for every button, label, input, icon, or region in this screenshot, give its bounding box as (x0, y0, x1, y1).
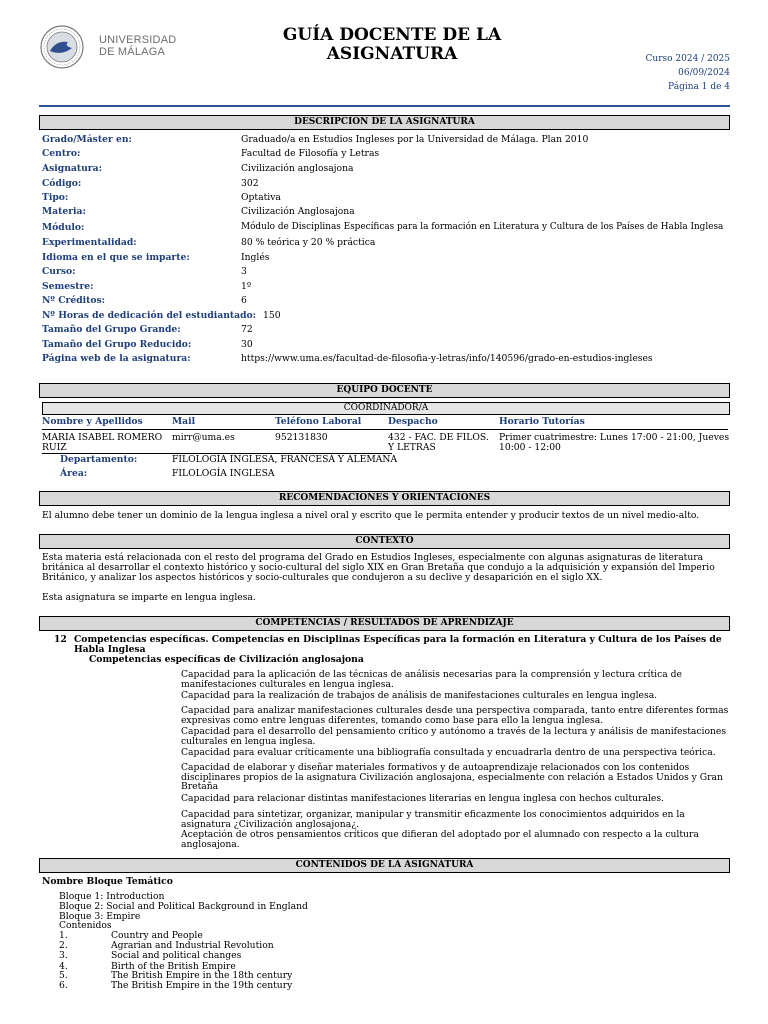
contenido-number: 1. (59, 930, 68, 941)
university-seal-logo (38, 24, 90, 70)
field-label: Nº Créditos: (42, 295, 106, 306)
competencia-item: Capacidad para sintetizar, organizar, manipular y transmitir eficazmente los conocimientos adquiridos en la asignatura ¿Civilización anglosajona¿. (181, 809, 685, 830)
contenido-number: 3. (59, 950, 68, 961)
section-heading-recomendaciones: RECOMENDACIONES Y ORIENTACIONES (39, 491, 730, 506)
contenido-text: The British Empire in the 18th century (111, 970, 293, 981)
teacher-tutoring-hours: Primer cuatrimestre: Lunes 17:00 - 21:00, Jueves 10:00 - 12:00 (499, 432, 730, 453)
contenido-text: Country and People (111, 930, 203, 941)
competencia-title: Competencias específicas. Competencias en Disciplinas Específicas para la formación en Literatura y Cultura de los Países de Habla Inglesa (74, 634, 722, 655)
curso-label: Curso 2024 / 2025 (645, 54, 730, 64)
section-heading-descripcion: DESCRIPCIÓN DE LA ASIGNATURA (39, 115, 730, 130)
competencia-item: Capacidad para la realización de trabajos de análisis de manifestaciones culturales en lengua inglesa. (181, 690, 658, 701)
field-label: Página web de la asignatura: (42, 353, 191, 364)
col-header-nombre: Nombre y Apellidos (42, 416, 143, 427)
competencia-item: Capacidad para analizar manifestaciones culturales desde una perspectiva comparada, tanto entre diferentes formas expresivas como entre lenguas diferentes, tomando como base para ello la lengua inglesa. (181, 705, 729, 726)
field-value: Facultad de Filosofía y Letras (241, 148, 380, 159)
competencia-number: 12 (54, 634, 67, 645)
field-label: Semestre: (42, 281, 94, 292)
contexto-text: Esta materia está relacionada con el resto del programa del Grado en Estudios Ingleses, especialmente con algunas asignaturas de literatura británica al desarrollar el contexto histórico y socio-cultural del siglo XIX en Gran Bretaña que condujo a la adquisición y expansión del Imperio Británico, y analizar los aspectos históricos y socio-culturales que condujeron a su declive y desaparición en el siglo XX. (42, 552, 715, 583)
section-heading-equipo: EQUIPO DOCENTE (39, 383, 730, 398)
table-divider (42, 429, 728, 430)
competencia-item: Capacidad para la aplicación de las técnicas de análisis necesarias para la comprensión y lectura crítica de manifestaciones culturales en lengua inglesa. (181, 669, 682, 690)
field-value: 1º (241, 281, 252, 292)
field-label: Centro: (42, 148, 81, 159)
subject-web-link[interactable]: https://www.uma.es/facultad-de-filosofia-y-letras/info/140596/grado-en-estudios-ingleses (241, 353, 653, 364)
field-value: 302 (241, 178, 259, 189)
header-divider (39, 105, 730, 107)
col-header-telefono: Teléfono Laboral (275, 416, 362, 427)
competencia-item: Capacidad para el desarrollo del pensamiento crítico y autónomo a través de la lectura y análisis de manifestaciones culturales en lengua inglesa. (181, 726, 727, 747)
section-heading-contenidos: CONTENIDOS DE LA ASIGNATURA (39, 858, 730, 873)
contenido-text: The British Empire in the 19th century (111, 980, 293, 991)
area-value: FILOLOGÍA INGLESA (172, 468, 275, 479)
field-value: 80 % teórica y 20 % práctica (241, 237, 376, 248)
field-value: 6 (241, 295, 247, 306)
field-label: Curso: (42, 266, 76, 277)
field-label: Tamaño del Grupo Grande: (42, 324, 181, 335)
field-value: 3 (241, 266, 247, 277)
field-label: Experimentalidad: (42, 237, 137, 248)
contenidos-label: Contenidos (59, 920, 112, 931)
contenido-text: Social and political changes (111, 950, 242, 961)
contexto-text-2: Esta asignatura se imparte en lengua inglesa. (42, 592, 256, 603)
section-heading-competencias: COMPETENCIAS / RESULTADOS DE APRENDIZAJE (39, 616, 730, 631)
title-line-2: ASIGNATURA (326, 44, 458, 64)
field-value: Optativa (241, 192, 281, 203)
field-label: Módulo: (42, 222, 85, 233)
col-header-despacho: Despacho (388, 416, 438, 427)
field-label: Tamaño del Grupo Reducido: (42, 339, 192, 350)
competencia-item: Capacidad para relacionar distintas manifestaciones literarias en lengua inglesa con hechos culturales. (181, 793, 664, 804)
field-label: Tipo: (42, 192, 69, 203)
field-value: Graduado/a en Estudios Ingleses por la Universidad de Málaga. Plan 2010 (241, 134, 589, 145)
university-line-1: UNIVERSIDAD (99, 34, 177, 46)
teacher-phone: 952131830 (275, 432, 328, 443)
field-label: Idioma en el que se imparte: (42, 252, 190, 263)
bloque-item: Bloque 1: Introduction (59, 891, 165, 902)
teacher-name: MARIA ISABEL ROMERO RUIZ (42, 432, 163, 453)
section-heading-contexto: CONTEXTO (39, 534, 730, 549)
contenido-number: 5. (59, 970, 68, 981)
university-name (99, 34, 176, 58)
field-value: Módulo de Disciplinas Específicas para la formación en Literatura y Cultura de los Países de Habla Inglesa (241, 222, 724, 232)
field-value: 150 (263, 310, 281, 321)
coordinador-subheading: COORDINADOR/A (42, 402, 730, 415)
competencia-item: Aceptación de otros pensamientos críticos que difieran del adoptado por el alumnado con respecto a la cultura anglosajona. (181, 829, 699, 850)
contenido-number: 2. (59, 940, 68, 951)
bloque-item: Bloque 3: Empire (59, 911, 141, 922)
teacher-office: 432 - FAC. DE FILOS. Y LETRAS (388, 432, 489, 453)
competencia-item: Capacidad para evaluar críticamente una bibliografía consultada y encuadrarla dentro de una perspectiva teórica. (181, 747, 716, 758)
bloque-tematico-title: Nombre Bloque Temático (42, 876, 173, 887)
contenido-text: Birth of the British Empire (111, 961, 236, 972)
title-line-1: GUÍA DOCENTE DE LA (282, 25, 502, 45)
field-label: Nº Horas de dedicación del estudiantado: (42, 310, 257, 321)
page-title (200, 26, 584, 64)
recomendaciones-text: El alumno debe tener un dominio de la lengua inglesa a nivel oral y escrito que le permita entender y producir textos de un nivel medio-alto. (42, 510, 700, 521)
university-line-2: DE MÁLAGA (99, 46, 165, 58)
field-value: 30 (241, 339, 253, 350)
bloque-item: Bloque 2: Social and Political Background in England (59, 901, 308, 912)
pagina-label: Página 1 de 4 (668, 82, 730, 92)
departamento-value: FILOLOGÍA INGLESA, FRANCESA Y ALEMANA (172, 454, 398, 465)
field-label: Código: (42, 178, 82, 189)
field-label: Materia: (42, 206, 86, 217)
field-value: Civilización anglosajona (241, 163, 354, 174)
field-label: Grado/Máster en: (42, 134, 132, 145)
fecha-label: 06/09/2024 (678, 68, 730, 78)
contenido-number: 4. (59, 961, 68, 972)
contenido-number: 6. (59, 980, 68, 991)
document-meta (646, 52, 730, 94)
competencia-item: Capacidad de elaborar y diseñar materiales formativos y de autoaprendizaje relacionados con los contenidos disciplinares propios de la asignatura Civilización anglosajona, especialmente con relación a Estados Unidos y Gran Bretaña (181, 762, 723, 792)
contenido-text: Agrarian and Industrial Revolution (111, 940, 274, 951)
area-label: Área: (60, 468, 88, 479)
teacher-mail[interactable]: mirr@uma.es (172, 432, 235, 443)
field-value: Civilización Anglosajona (241, 206, 355, 217)
competencia-subtitle: Competencias específicas de Civilización anglosajona (89, 654, 364, 665)
departamento-label: Departamento: (60, 454, 138, 465)
field-value: Inglés (241, 252, 270, 263)
field-value: 72 (241, 324, 253, 335)
col-header-horario: Horario Tutorías (499, 416, 585, 427)
col-header-mail: Mail (172, 416, 196, 427)
field-label: Asignatura: (42, 163, 102, 174)
